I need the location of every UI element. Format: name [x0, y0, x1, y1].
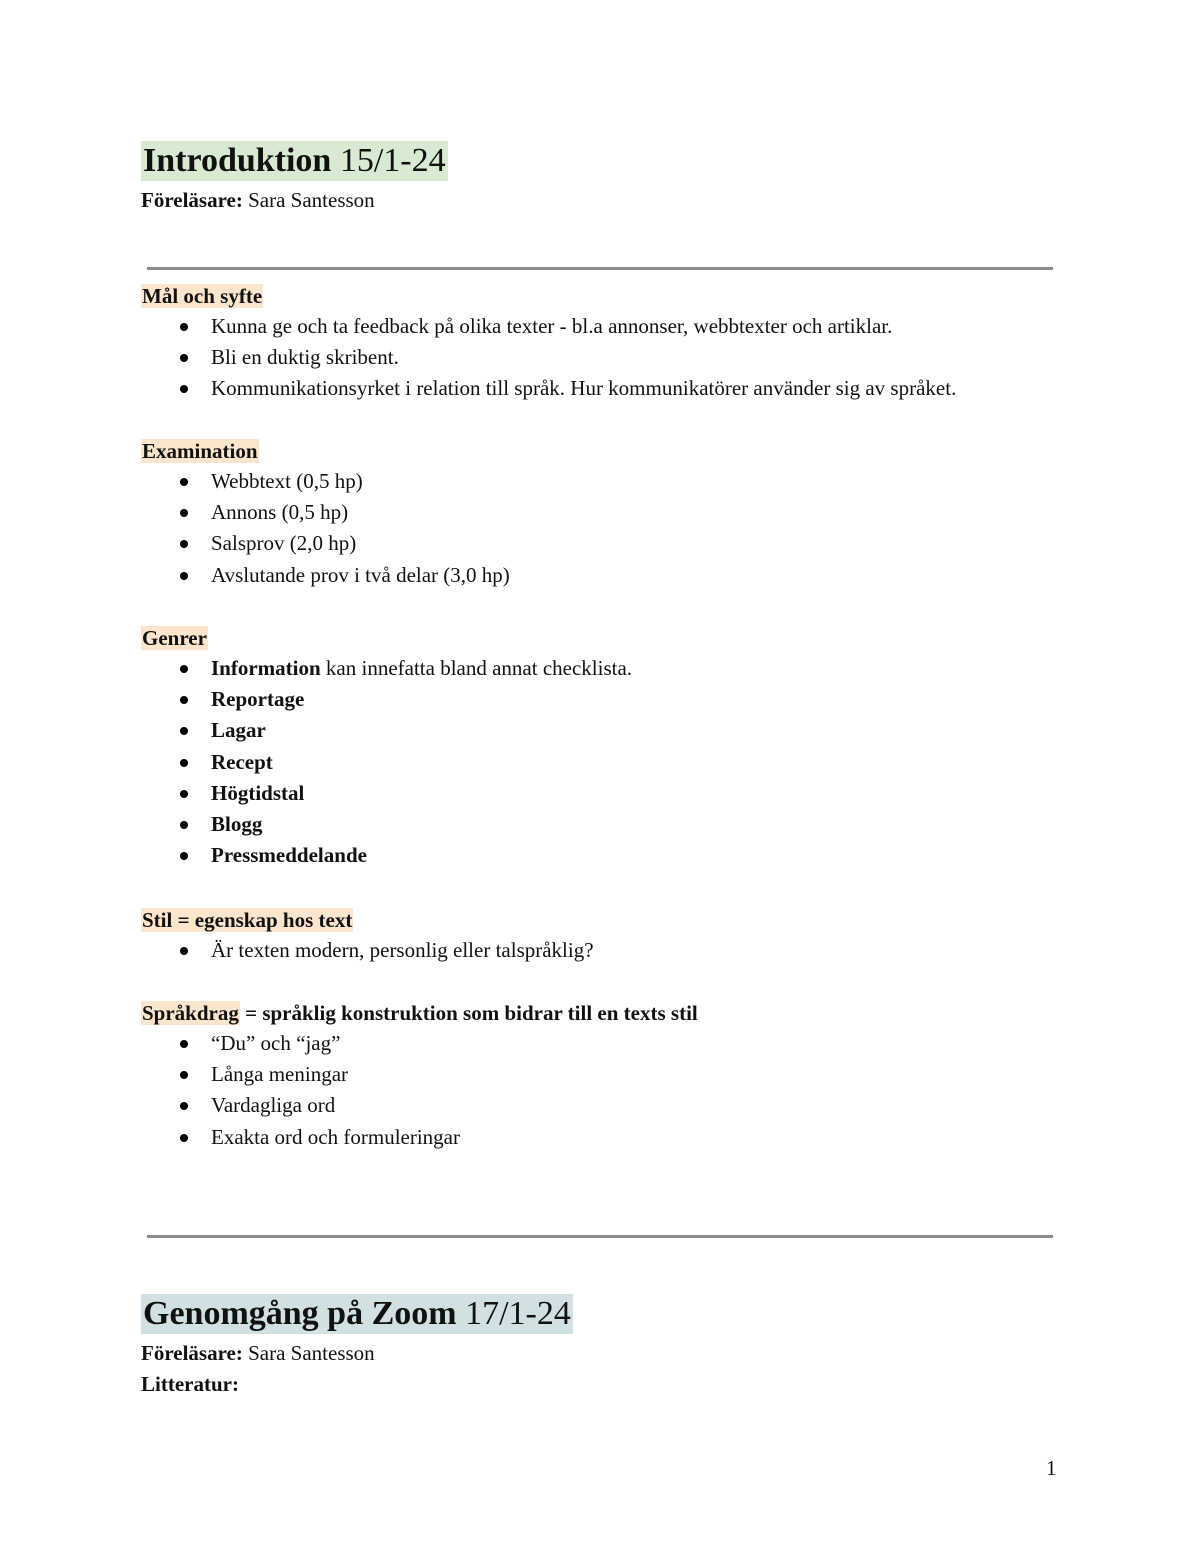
genres-section: [141, 624, 632, 871]
list-item: Pressmeddelande: [141, 840, 632, 871]
literature-label: Litteratur:: [141, 1372, 239, 1396]
section-date: 15/1-24: [339, 142, 446, 179]
section-title-introduktion: [141, 141, 448, 181]
bullet-icon: [180, 727, 188, 735]
list-item: Avslutande prov i två delar (3,0 hp): [141, 560, 510, 591]
goals-heading: Mål och syfte: [142, 284, 263, 308]
bullet-icon: [180, 1071, 188, 1079]
section-title-zoom: [141, 1294, 573, 1334]
bullet-icon: [180, 385, 188, 393]
literature-line: [141, 1369, 573, 1400]
lecturer-label: Föreläsare:: [141, 188, 243, 212]
bullet-icon: [180, 540, 188, 548]
goals-list: [141, 311, 956, 405]
section-date: 17/1-24: [465, 1295, 571, 1332]
list-item: Vardagliga ord: [141, 1090, 698, 1121]
goals-section: [141, 282, 956, 405]
horizontal-rule: [147, 267, 1053, 270]
bullet-icon: [180, 323, 188, 331]
list-item: Salsprov (2,0 hp): [141, 528, 510, 559]
list-item: Lagar: [141, 715, 632, 746]
examination-heading: Examination: [142, 439, 258, 463]
list-item: Information kan innefatta bland annat checklista.: [141, 653, 632, 684]
genres-heading: Genrer: [142, 626, 207, 650]
examination-list: [141, 466, 510, 591]
examination-section: [141, 437, 510, 591]
section-introduktion-header: [141, 141, 448, 216]
features-list: [141, 1028, 698, 1153]
lecturer-name: Sara Santesson: [248, 188, 375, 212]
bullet-icon: [180, 1102, 188, 1110]
list-item: Högtidstal: [141, 778, 632, 809]
bullet-icon: [180, 852, 188, 860]
genres-list: [141, 653, 632, 871]
list-item: Exakta ord och formuleringar: [141, 1122, 698, 1153]
list-item: “Du” och “jag”: [141, 1028, 698, 1059]
list-item: Blogg: [141, 809, 632, 840]
lecturer-line: [141, 185, 448, 216]
style-list: [141, 935, 594, 966]
bullet-icon: [180, 696, 188, 704]
style-section: [141, 906, 594, 966]
list-item: Kommunikationsyrket i relation till språk. Hur kommunikatörer använder sig av språket.: [141, 373, 956, 404]
section-zoom-header: [141, 1294, 573, 1400]
bullet-icon: [180, 759, 188, 767]
list-item: Recept: [141, 747, 632, 778]
section-title-text: Introduktion: [143, 142, 332, 179]
bullet-icon: [180, 354, 188, 362]
bullet-icon: [180, 572, 188, 580]
page-number: 1: [1046, 1456, 1057, 1480]
horizontal-rule: [147, 1235, 1053, 1238]
bullet-icon: [180, 1134, 188, 1142]
bullet-icon: [180, 947, 188, 955]
lecturer-label: Föreläsare:: [141, 1341, 243, 1365]
bullet-icon: [180, 1040, 188, 1048]
features-heading: Språkdrag = språklig konstruktion som bidrar till en texts stil: [142, 1001, 698, 1025]
bullet-icon: [180, 790, 188, 798]
list-item: Är texten modern, personlig eller talspråklig?: [141, 935, 594, 966]
bullet-icon: [180, 821, 188, 829]
bullet-icon: [180, 665, 188, 673]
list-item: Annons (0,5 hp): [141, 497, 510, 528]
features-section: [141, 999, 698, 1153]
style-heading: Stil = egenskap hos text: [142, 908, 353, 932]
bullet-icon: [180, 478, 188, 486]
bullet-icon: [180, 509, 188, 517]
lecturer-name: Sara Santesson: [248, 1341, 375, 1365]
list-item: Bli en duktig skribent.: [141, 342, 956, 373]
list-item: Reportage: [141, 684, 632, 715]
list-item: Långa meningar: [141, 1059, 698, 1090]
section-title-text: Genomgång på Zoom: [143, 1295, 457, 1332]
list-item: Webbtext (0,5 hp): [141, 466, 510, 497]
lecturer-line: [141, 1338, 573, 1369]
list-item: Kunna ge och ta feedback på olika texter - bl.a annonser, webbtexter och artiklar.: [141, 311, 956, 342]
